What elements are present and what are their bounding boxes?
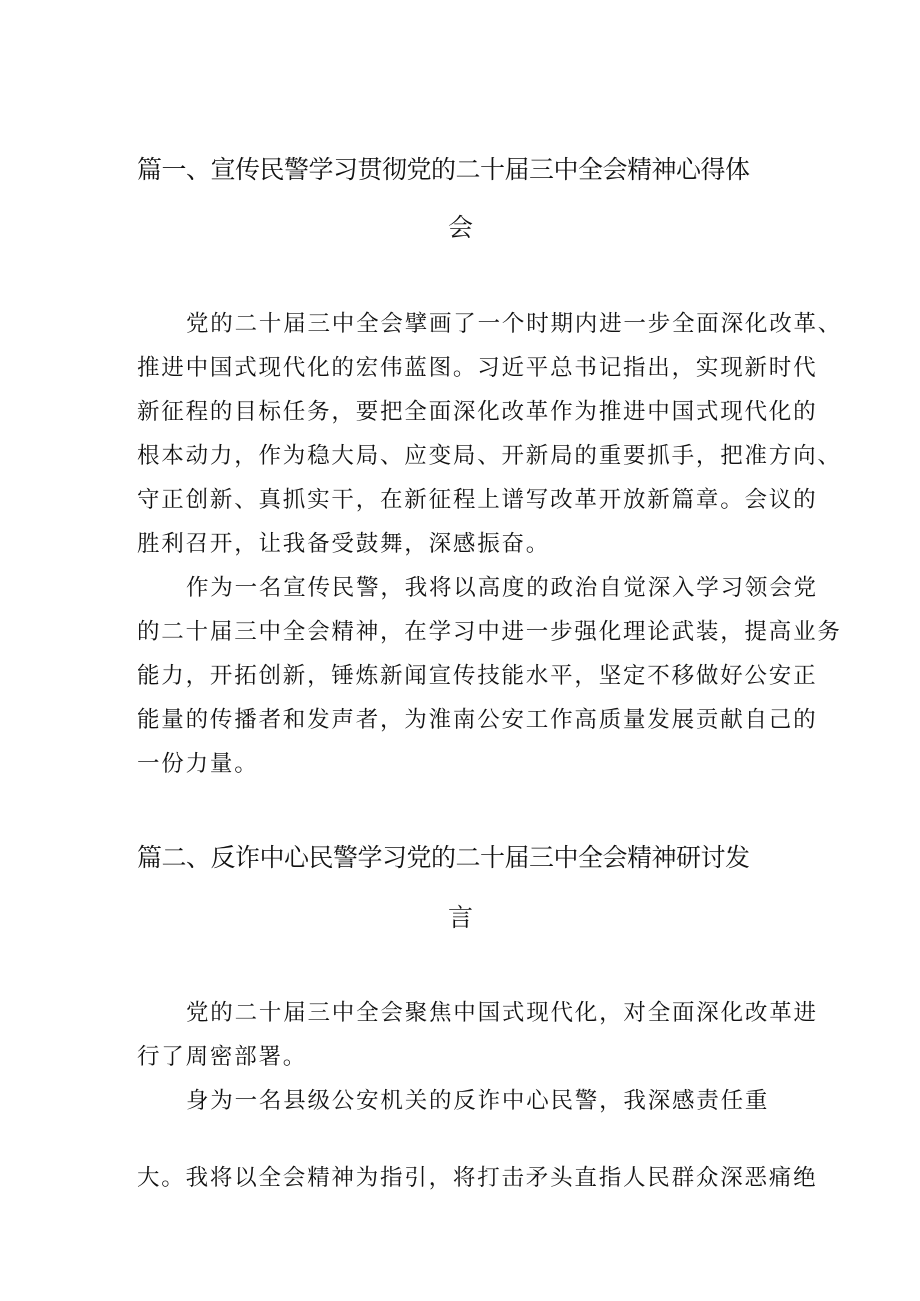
section1-para2-line2: 的二十届三中全会精神，在学习中进一步强化理论武装，提高业务 <box>137 619 842 645</box>
section1-para1-line6: 胜利召开，让我备受鼓舞，深感振奋。 <box>137 531 551 557</box>
section2-para1-line1: 党的二十届三中全会聚焦中国式现代化，对全面深化改革进 <box>186 1000 818 1026</box>
section2-title-line1: 篇二、反诈中心民警学习党的二十届三中全会精神研讨发 <box>137 843 750 872</box>
section1-para1-line5: 守正创新、真抓实干，在新征程上谱写改革开放新篇章。会议的 <box>137 487 818 513</box>
section1-para1-line1: 党的二十届三中全会擘画了一个时期内进一步全面深化改革、 <box>186 311 843 337</box>
section1-para1-line2: 推进中国式现代化的宏伟蓝图。习近平总书记指出，实现新时代 <box>137 355 818 381</box>
section1-title-line2: 会 <box>448 213 473 242</box>
section1-para2-line1: 作为一名宣传民警，我将以高度的政治自觉深入学习领会党 <box>186 575 818 601</box>
section2-title-line2: 言 <box>448 903 473 932</box>
section1-para2-line3: 能力，开拓创新，锤炼新闻宣传技能水平，坚定不移做好公安正 <box>137 663 818 689</box>
section1-para2-line5: 一份力量。 <box>137 751 259 777</box>
section1-para1-line3: 新征程的目标任务，要把全面深化改革作为推进中国式现代化的 <box>137 399 818 425</box>
section2-para2-line1: 身为一名县级公安机关的反诈中心民警，我深感责任重 <box>186 1088 770 1114</box>
section1-title-line1: 篇一、宣传民警学习贯彻党的二十届三中全会精神心得体 <box>137 155 750 184</box>
section1-para2-line4: 能量的传播者和发声者，为淮南公安工作高质量发展贡献自己的 <box>137 707 818 733</box>
section1-para1-line4: 根本动力，作为稳大局、应变局、开新局的重要抓手，把准方向、 <box>137 443 842 469</box>
section2-para1-line2: 行了周密部署。 <box>137 1044 308 1070</box>
section2-para3-line1: 大。我将以全会精神为指引，将打击矛头直指人民群众深恶痛绝 <box>137 1165 818 1191</box>
